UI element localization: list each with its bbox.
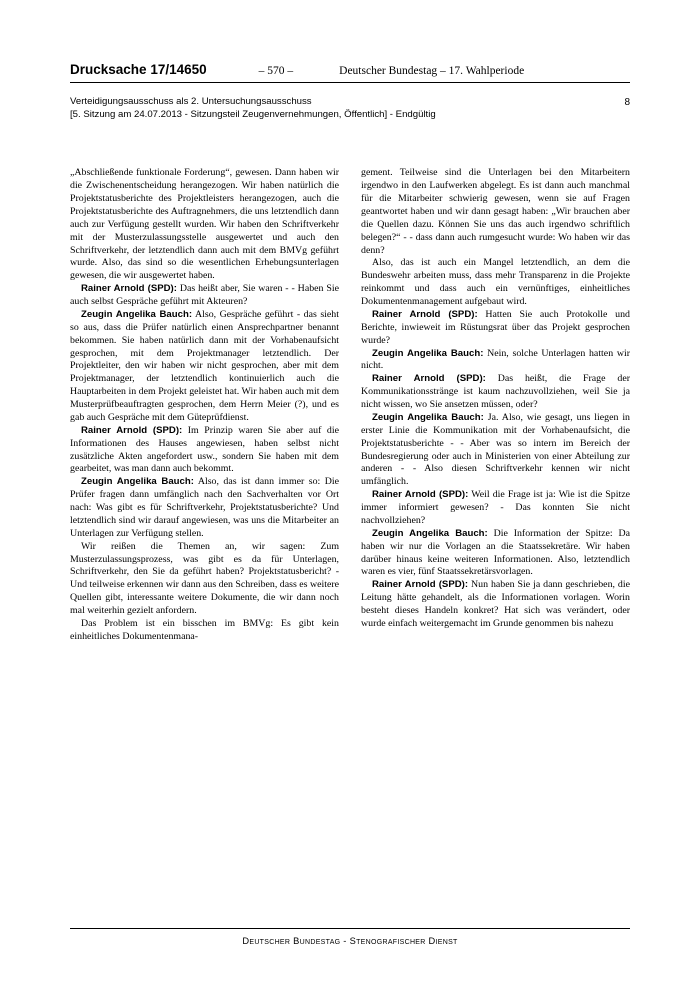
committee-lines — [70, 96, 436, 121]
body-paragraph — [361, 167, 630, 257]
speech-paragraph — [361, 579, 630, 631]
footer-text: Deutscher Bundestag - Stenografischer Dienst — [242, 936, 458, 946]
speech-paragraph — [361, 489, 630, 528]
speech-text: Ja. Also, wie gesagt, uns liegen in erster Linie die Kommunikation mit der Vorhabenaufsicht, die Projektstatusberichte - - Aber was so intern im Bereich der Bundesregierung oder auch in Ministerien von einer Abteilung zur anderen - - Also diesen Schriftverkehr kennen wir nicht umfänglich. — [361, 411, 630, 488]
speech-text: Nein, solche Unterlagen hatten wir nicht. — [361, 347, 630, 372]
parliament-label: Deutscher Bundestag – 17. Wahlperiode — [339, 65, 525, 77]
running-head — [70, 62, 630, 83]
paragraph-text: Also, das ist auch ein Mangel letztendlich, an dem die Bundeswehr arbeiten muss, dass mehr Transparenz in die Projekte reinkommt und dass auch ein vernünftiges, einheitliches Dokumentenmanagement aufgebaut wird. — [361, 257, 630, 308]
paragraph-text: Das Problem ist ein bisschen im BMVg: Es gibt kein einheitliches Dokumentenmana- — [70, 617, 339, 642]
page-footer — [70, 928, 630, 946]
body-paragraph — [70, 167, 339, 283]
speaker-name: Rainer Arnold (SPD): — [81, 424, 183, 436]
paragraph-text: Wir reißen die Themen an, wir sagen: Zum Musterzulassungsprozess, was gibt es da für Unterlagen, Schriftverkehr, den Sie da geführt haben? Projektstatusbericht? - Und teilweise erkennen wir dann aus den Schreiben, dass es weitere Quellen gibt, interessante weitere Dokumente, die wir dann noch mal weiterhin gezielt anfordern. — [70, 540, 340, 617]
paragraph-text: „Abschließende funktionale Forderung“, gewesen. Dann haben wir die Zwischenentscheidung herangezogen. Wir haben natürlich die Projektstatusberichte des Projektleisters herangezogen, auch die Projektstatusberichte des Auftragnehmers, die uns letztendlich dann auch zur Verfügung gestellt wurden. Wir haben den Schriftverkehr mit der Musterzulassungsstelle ausgewertet und auch den Schriftverkehr, der letztendlich dann auch mit dem BMVg geführt wurde. Also, das sind so die wesentlichen Erhebungsunterlagen gewesen, die wir ausgewertet haben. — [70, 167, 339, 282]
speech-text: Im Prinzip waren Sie aber auf die Informationen des Hauses angewiesen, haben selbst nicht zusätzliche Akten angefordert usw., sondern Sie haben mit dem gearbeitet, was man dann auch bekommt. — [70, 424, 339, 475]
paragraph-text: gement. Teilweise sind die Unterlagen bei den Mitarbeitern irgendwo in den Laufwerken abgelegt. Es ist dann auch manchmal für die Mitarbeiter schwierig gewesen, wenn sie auf Fragen geantwortet haben und wir dann gesagt haben: „Wir brauchen aber die Quellen dazu. Können Sie uns das auch irgendwo schriftlich belegen?“ - - dass dann auch rumgesucht wurde: Wo haben wir das denn? — [361, 167, 630, 256]
body-columns — [70, 167, 630, 643]
speaker-name: Rainer Arnold (SPD): — [372, 579, 469, 591]
committee-header — [70, 96, 630, 121]
speech-paragraph — [361, 528, 630, 580]
body-paragraph — [70, 541, 339, 618]
body-paragraph — [361, 257, 630, 309]
speech-paragraph — [70, 283, 339, 309]
speech-text: Nun haben Sie ja dann geschrieben, die Leitung hätte gehandelt, als die Informationen vorlagen. Worin besteht dieses Handeln konkret? Hat sich was verändert, oder wurde einfach weitergemacht im Grunde genommen bis nahezu — [361, 579, 630, 629]
speaker-name: Zeugin Angelika Bauch: — [372, 347, 484, 359]
session-info: [5. Sitzung am 24.07.2013 - Sitzungsteil Zeugenvernehmungen, Öffentlich] - Endgültig — [70, 108, 436, 120]
speech-text: Das heißt aber, Sie waren - - Haben Sie auch selbst Gespräche geführt mit Akteuren? — [70, 283, 339, 308]
page-marker: – 570 – — [258, 65, 294, 77]
speech-paragraph — [361, 373, 630, 412]
speaker-name: Zeugin Angelika Bauch: — [372, 527, 488, 539]
speech-text: Die Information der Spitze: Da haben wir nur die Vorlagen an die Staatssekretäre. Wir haben darüber hinaus keine weiteren Informationen. Also, letztendlich waren es vier, fünf Staatssekretärsvorlagen. — [361, 527, 631, 578]
speaker-name: Zeugin Angelika Bauch: — [81, 476, 194, 488]
speaker-name: Rainer Arnold (SPD): — [372, 489, 469, 501]
speech-text: Hatten Sie auch Protokolle und Berichte, inwieweit im Rüstungsrat über das Projekt gesprochen wurde? — [361, 308, 630, 346]
speech-text: Also, das ist dann immer so: Die Prüfer fragen dann umfänglich nach den Sachverhalten vor Ort nach: Was gibt es für Schriftverkehr, Projektstatusberichte? Und letztendlich sind wir darauf angewiesen, was uns die Mitarbeiter an Unterlagen zur Verfügung stellen. — [70, 476, 340, 539]
drucksache-label: Drucksache — [70, 62, 147, 77]
speech-paragraph — [70, 476, 339, 540]
section-page-number: 8 — [624, 97, 630, 108]
speech-paragraph — [70, 425, 339, 477]
committee-name: Verteidigungsausschuss als 2. Untersuchungsausschuss — [70, 96, 312, 107]
speaker-name: Rainer Arnold (SPD): — [81, 283, 177, 295]
speaker-name: Zeugin Angelika Bauch: — [372, 411, 484, 423]
speech-paragraph — [361, 412, 630, 489]
speech-text: Also, Gespräche geführt - das sieht so aus, dass die Prüfer natürlich einen Ansprechpartner benannt bekommen. Sie haben natürlich dann mit der Vorhabenaufsicht gesprochen, mit dem Projektmanager letztendlich. Der Projektleiter, den wir haben wir nicht gesprochen, aber mit dem Projektmanager, der letztendlich kontinuierlich auch die Hauptarbeiten in dem Projekt geleistet hat. Wir haben auch mit dem Musterprüfbeauftragten gesprochen, dem Herrn Meier (?), und es gab auch Gespräche mit dem Güteprüfdienst. — [70, 308, 339, 423]
drucksache-number: 14650 — [169, 62, 207, 77]
speech-text: Weil die Frage ist ja: Wie ist die Spitze immer informiert gewesen? - Das konnten Sie nicht nachvollziehen? — [361, 489, 630, 526]
speaker-name: Zeugin Angelika Bauch: — [81, 308, 193, 320]
speech-text: Das heißt, die Frage der Kommunikationsstränge ist kaum nachzuvollziehen, weil Sie ja nicht wissen, wo Sie ansetzen müssen, oder? — [361, 373, 630, 411]
drucksache-number-prefix: 17/ — [150, 62, 170, 77]
speaker-name: Rainer Arnold (SPD): — [372, 373, 486, 385]
speaker-name: Rainer Arnold (SPD): — [372, 308, 478, 320]
column-left — [70, 167, 339, 643]
speech-paragraph — [70, 309, 339, 425]
column-right — [361, 167, 630, 643]
speech-paragraph — [361, 309, 630, 348]
speech-paragraph — [361, 348, 630, 374]
document-identifier — [70, 62, 207, 77]
body-paragraph — [70, 618, 339, 644]
